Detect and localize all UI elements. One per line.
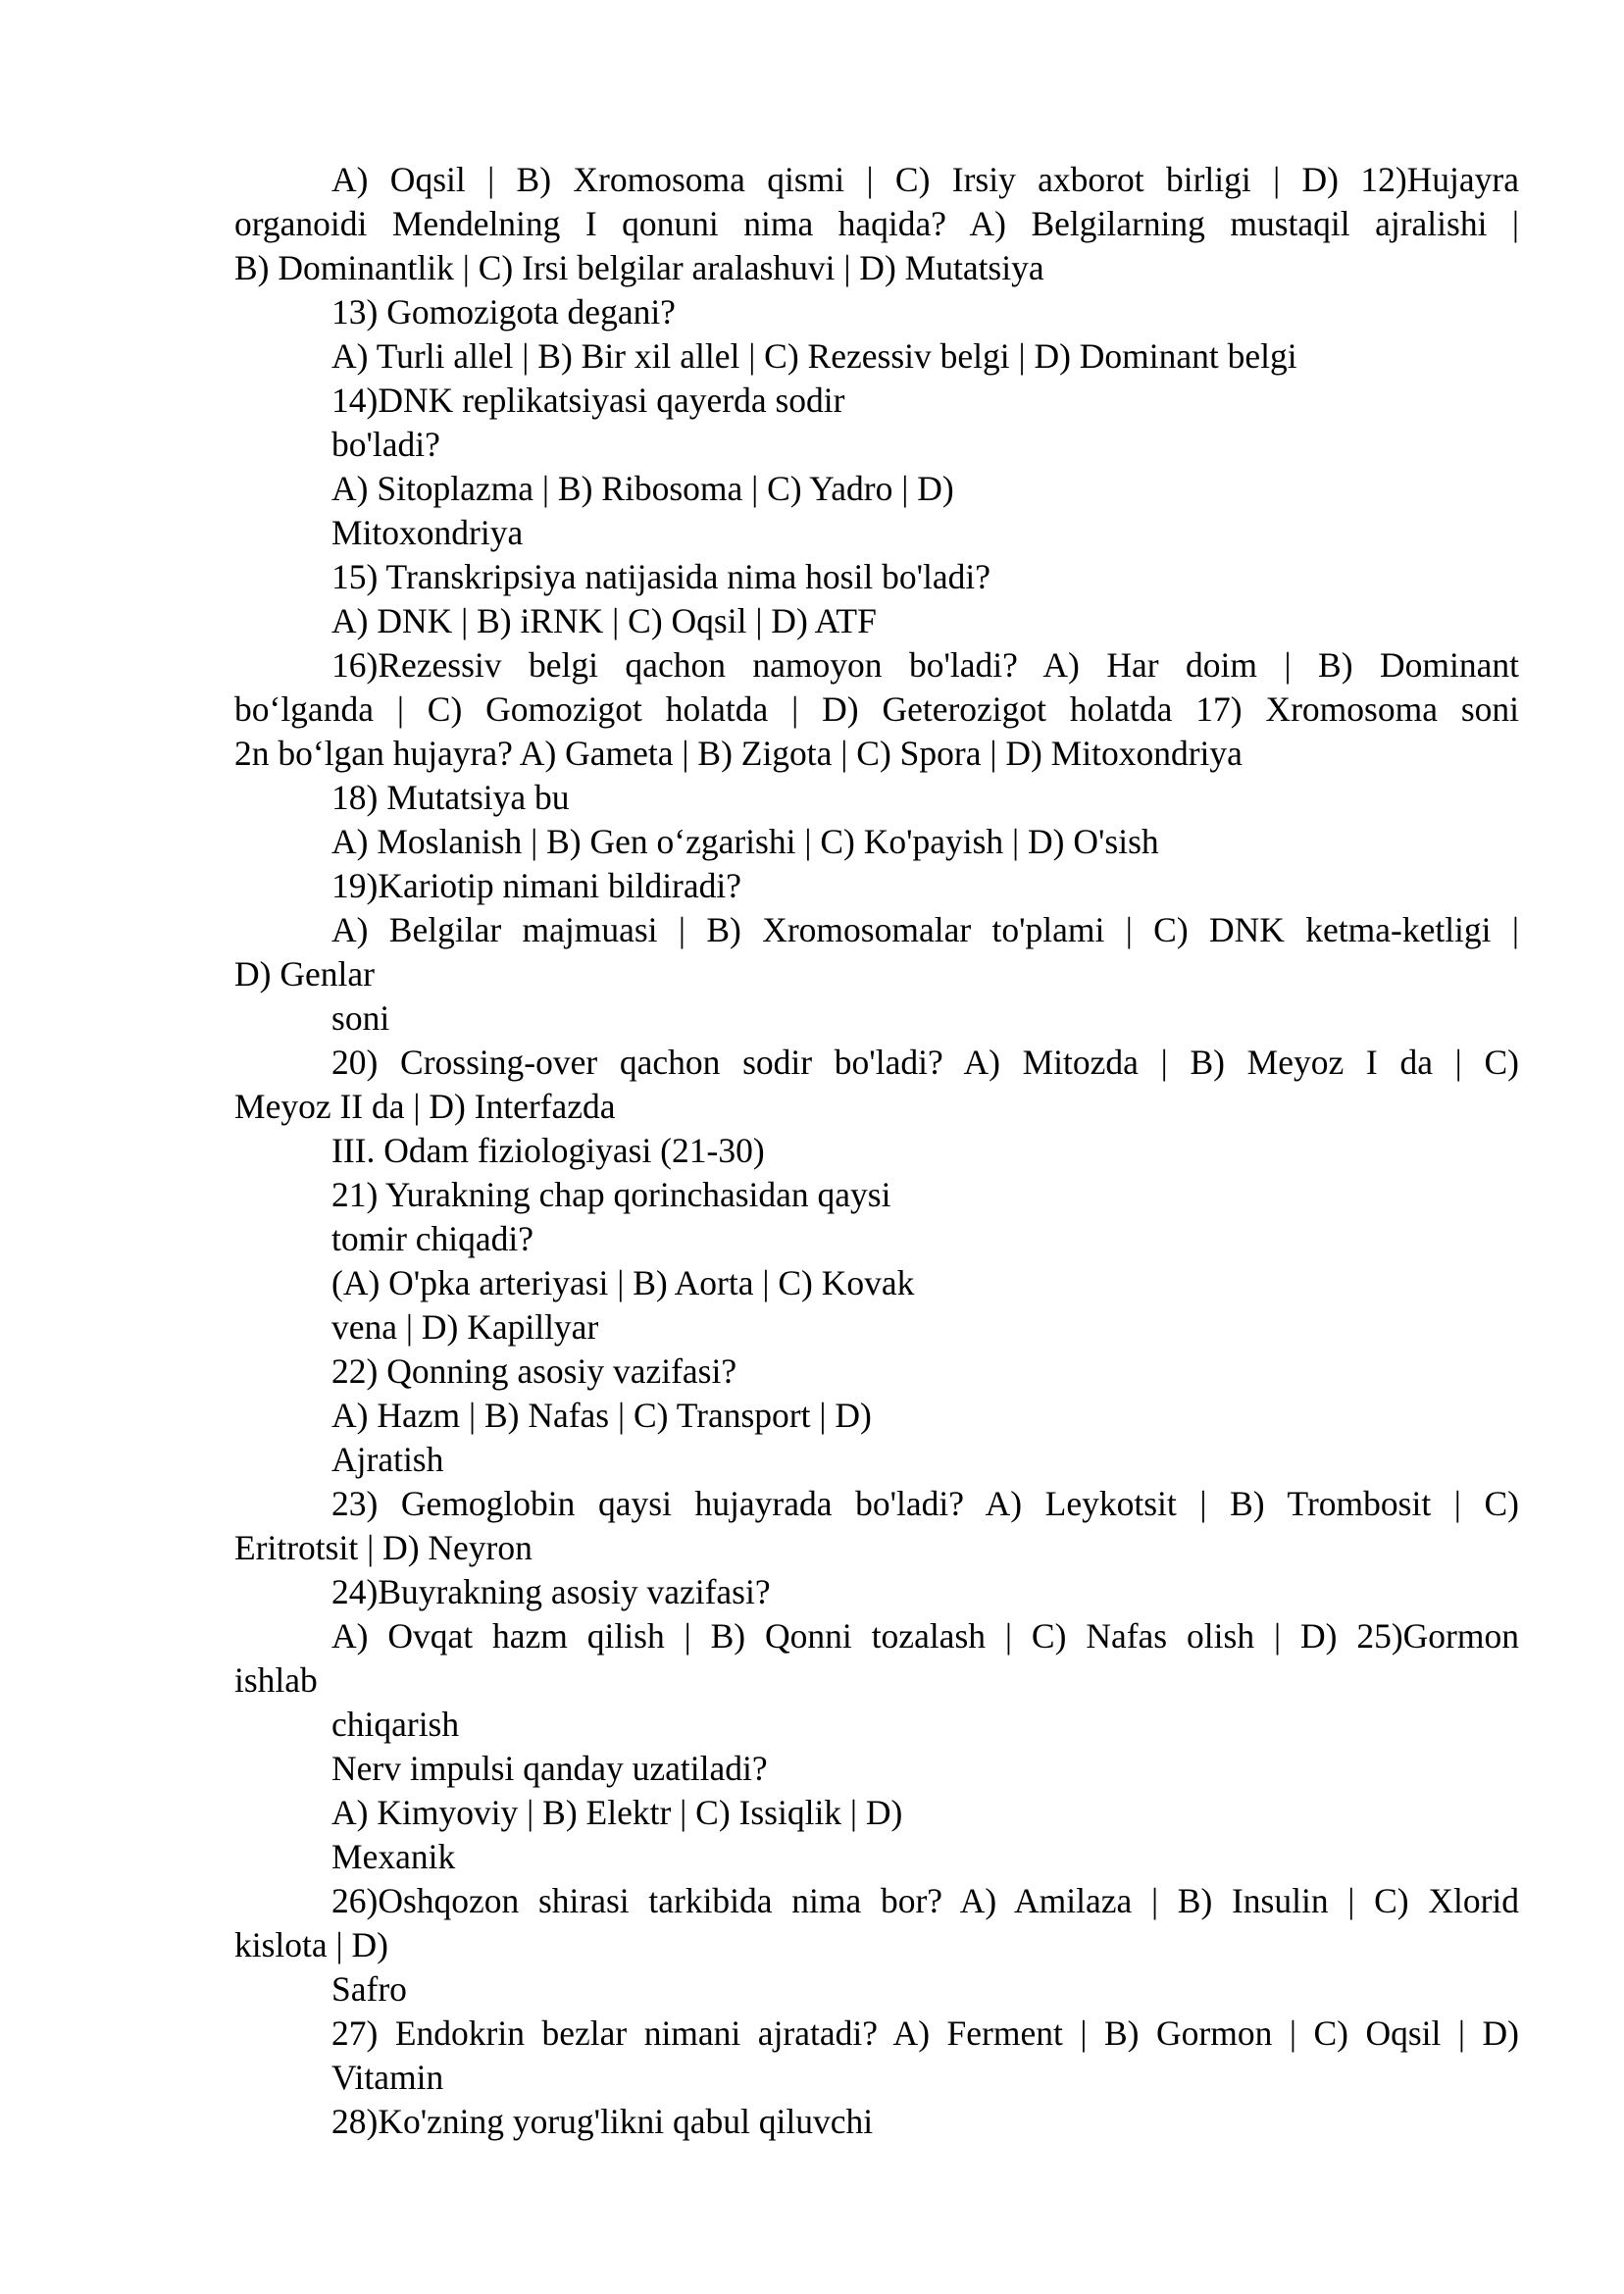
text-line: 22) Qonning asosiy vazifasi? [331,1351,737,1391]
text-line: Eritrotsit | D) Neyron [234,1528,533,1567]
text-line: B) Dominantlik | C) Irsi belgilar aralashuvi | D) Mutatsiya [234,248,1044,287]
text-line: 15) Transkripsiya natijasida nima hosil bo'ladi? [331,557,990,596]
text-line: 20) Crossing-over qachon sodir bo'ladi? A) Mitozda | B) Meyoz I da | C) [331,1043,1519,1082]
text-line: bo‘lganda | C) Gomozigot holatda | D) Geterozigot holatda 17) Xromosoma soni [234,689,1519,729]
text-line: bo'ladi? [331,425,440,464]
text-line: soni [331,998,390,1038]
text-line: Meyoz II da | D) Interfazda [234,1087,616,1126]
text-line: 13) Gomozigota degani? [331,292,676,331]
text-line: A) DNK | B) iRNK | C) Oqsil | D) ATF [331,601,877,640]
text-line: 23) Gemoglobin qaysi hujayrada bo'ladi? A) Leykotsit | B) Trombosit | C) [331,1484,1519,1523]
text-line: A) Ovqat hazm qilish | B) Qonni tozalash | C) Nafas olish | D) 25)Gormon [331,1616,1519,1656]
text-line: A) Sitoplazma | B) Ribosoma | C) Yadro | D) [331,469,954,508]
text-line: 26)Oshqozon shirasi tarkibida nima bor? A) Amilaza | B) Insulin | C) Xlorid [331,1881,1519,1920]
text-line: A) Turli allel | B) Bir xil allel | C) Rezessiv belgi | D) Dominant belgi [331,336,1297,376]
text-line: Vitamin [331,2058,444,2097]
text-line: Mexanik [331,1837,456,1876]
text-line: kislota | D) [234,1925,388,1964]
text-line: 21) Yurakning chap qorinchasidan qaysi [331,1175,891,1214]
text-line: A) Oqsil | B) Xromosoma qismi | C) Irsiy axborot birligi | D) 12)Hujayra [331,160,1519,199]
text-line: 27) Endokrin bezlar nimani ajratadi? A) Ferment | B) Gormon | C) Oqsil | D) [331,2014,1519,2053]
text-line: 18) Mutatsiya bu [331,778,570,817]
text-line: ishlab [234,1660,318,1700]
section-heading: III. Odam fiziologiyasi (21-30) [331,1131,765,1170]
text-line: A) Moslanish | B) Gen o‘zgarishi | C) Ko'payish | D) O'sish [331,822,1159,861]
text-line: Mitoxondriya [331,513,524,552]
document-page [234,0,1519,2294]
text-line: A) Belgilar majmuasi | B) Xromosomalar to'plami | C) DNK ketma-ketligi | [331,910,1519,949]
text-line: Nerv impulsi qanday uzatiladi? [331,1749,768,1788]
text-line: 16)Rezessiv belgi qachon namoyon bo'ladi? A) Har doim | B) Dominant [331,645,1519,685]
text-line: D) Genlar [234,954,375,994]
text-line: vena | D) Kapillyar [331,1307,599,1347]
text-line: organoidi Mendelning I qonuni nima haqida? A) Belgilarning mustaqil ajralishi | [234,204,1519,243]
text-line: tomir chiqadi? [331,1219,534,1258]
text-line: chiqarish [331,1705,460,1744]
text-line: Ajratish [331,1440,444,1479]
text-line: 14)DNK replikatsiyasi qayerda sodir [331,381,845,420]
text-line: 2n bo‘lgan hujayra? A) Gameta | B) Zigota | C) Spora | D) Mitoxondriya [234,734,1243,773]
text-line: A) Hazm | B) Nafas | C) Transport | D) [331,1396,872,1435]
text-line: 24)Buyrakning asosiy vazifasi? [331,1572,771,1611]
text-line: (A) O'pka arteriyasi | B) Aorta | C) Kovak [331,1263,915,1302]
text-line: 28)Ko'zning yorug'likni qabul qiluvchi [331,2102,874,2141]
text-line: A) Kimyoviy | B) Elektr | C) Issiqlik | D) [331,1793,903,1832]
text-line: Safro [331,1969,407,2009]
text-line: 19)Kariotip nimani bildiradi? [331,866,742,905]
